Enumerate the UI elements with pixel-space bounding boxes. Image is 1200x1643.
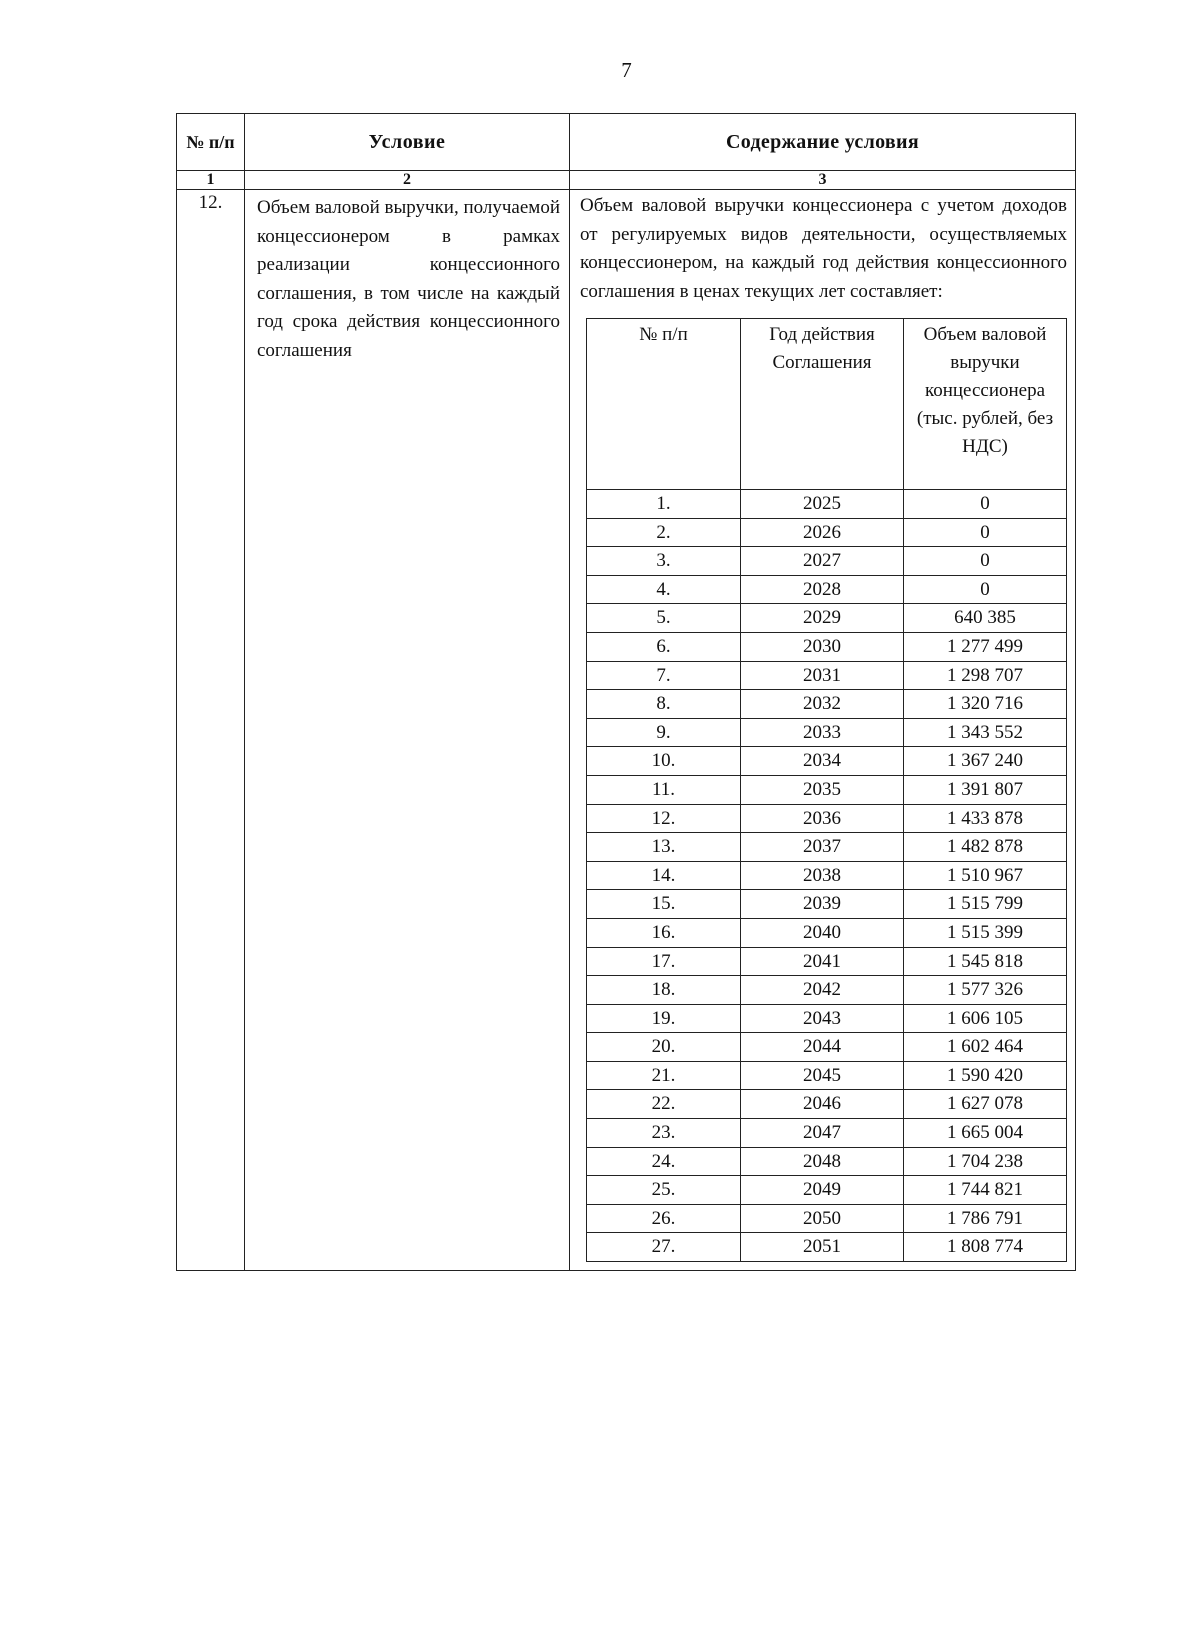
revenue-cell-amount: 1 786 791 [904, 1204, 1067, 1233]
table-row [587, 861, 1067, 890]
revenue-header-row [587, 319, 1067, 490]
table-row [587, 1090, 1067, 1119]
header-condition: Условие [245, 114, 570, 171]
revenue-cell-amount: 1 606 105 [904, 1004, 1067, 1033]
table-row [587, 1176, 1067, 1205]
revenue-cell-year: 2044 [741, 1033, 904, 1062]
revenue-cell-number: 2. [587, 518, 741, 547]
revenue-cell-amount: 1 704 238 [904, 1147, 1067, 1176]
revenue-cell-amount: 1 433 878 [904, 804, 1067, 833]
row-content [570, 190, 1076, 1271]
table-row [587, 1119, 1067, 1148]
revenue-cell-number: 1. [587, 490, 741, 519]
revenue-cell-amount: 1 545 818 [904, 947, 1067, 976]
revenue-cell-amount: 1 808 774 [904, 1233, 1067, 1262]
revenue-cell-year: 2047 [741, 1119, 904, 1148]
revenue-header-amount: Объем валовой выручки концессионера (тыс. рублей, без НДС) [904, 319, 1067, 490]
revenue-cell-number: 26. [587, 1204, 741, 1233]
revenue-cell-number: 15. [587, 890, 741, 919]
revenue-cell-year: 2030 [741, 632, 904, 661]
table-row [587, 518, 1067, 547]
content-text: Объем валовой выручки концессионера с учетом доходов от регулируемых видов деятельности, осуществляемых концессионером, на каждый год действия концессионного соглашения в ценах текущих лет составляет: [580, 195, 1067, 302]
revenue-cell-amount: 0 [904, 575, 1067, 604]
revenue-cell-number: 8. [587, 690, 741, 719]
row-condition: Объем валовой выручки, получаемой концессионером в рамках реализации концессионного соглашения, в том числе на каждый год срока действия концессионного соглашения [245, 190, 570, 1271]
table-row [587, 1233, 1067, 1262]
revenue-table [586, 318, 1067, 1262]
revenue-cell-number: 18. [587, 976, 741, 1005]
revenue-cell-number: 14. [587, 861, 741, 890]
page-number: 7 [621, 58, 632, 82]
table-row [587, 1004, 1067, 1033]
header-number: № п/п [177, 114, 245, 171]
revenue-cell-amount: 1 510 967 [904, 861, 1067, 890]
revenue-cell-amount: 0 [904, 490, 1067, 519]
revenue-cell-amount: 1 665 004 [904, 1119, 1067, 1148]
revenue-body [587, 490, 1067, 1262]
revenue-cell-year: 2027 [741, 547, 904, 576]
revenue-cell-year: 2029 [741, 604, 904, 633]
revenue-cell-year: 2043 [741, 1004, 904, 1033]
revenue-cell-number: 27. [587, 1233, 741, 1262]
revenue-cell-number: 6. [587, 632, 741, 661]
revenue-cell-year: 2050 [741, 1204, 904, 1233]
revenue-cell-number: 12. [587, 804, 741, 833]
revenue-cell-amount: 1 515 799 [904, 890, 1067, 919]
table-row [587, 718, 1067, 747]
revenue-cell-year: 2034 [741, 747, 904, 776]
table-row [587, 890, 1067, 919]
revenue-cell-number: 9. [587, 718, 741, 747]
revenue-cell-number: 20. [587, 1033, 741, 1062]
revenue-cell-amount: 1 482 878 [904, 833, 1067, 862]
revenue-cell-year: 2039 [741, 890, 904, 919]
table-row [587, 632, 1067, 661]
revenue-cell-amount: 1 515 399 [904, 918, 1067, 947]
revenue-cell-year: 2033 [741, 718, 904, 747]
column-index-3: 3 [570, 171, 1076, 190]
revenue-cell-year: 2048 [741, 1147, 904, 1176]
revenue-cell-amount: 1 391 807 [904, 775, 1067, 804]
revenue-cell-year: 2051 [741, 1233, 904, 1262]
revenue-cell-number: 16. [587, 918, 741, 947]
revenue-header-year: Год действия Соглашения [741, 319, 904, 490]
table-row [587, 1033, 1067, 1062]
revenue-cell-number: 23. [587, 1119, 741, 1148]
revenue-cell-year: 2049 [741, 1176, 904, 1205]
column-index-1: 1 [177, 171, 245, 190]
revenue-header-number: № п/п [587, 319, 741, 490]
revenue-cell-number: 10. [587, 747, 741, 776]
revenue-cell-amount: 1 627 078 [904, 1090, 1067, 1119]
header-row [177, 114, 1076, 171]
revenue-cell-number: 5. [587, 604, 741, 633]
revenue-cell-number: 4. [587, 575, 741, 604]
table-row [587, 1061, 1067, 1090]
column-index-2: 2 [245, 171, 570, 190]
table-row [587, 918, 1067, 947]
revenue-cell-amount: 1 590 420 [904, 1061, 1067, 1090]
revenue-cell-year: 2025 [741, 490, 904, 519]
revenue-cell-number: 19. [587, 1004, 741, 1033]
revenue-cell-number: 7. [587, 661, 741, 690]
header-content: Содержание условия [570, 114, 1076, 171]
table-row [587, 747, 1067, 776]
revenue-cell-amount: 640 385 [904, 604, 1067, 633]
revenue-cell-amount: 1 367 240 [904, 747, 1067, 776]
revenue-cell-year: 2032 [741, 690, 904, 719]
revenue-cell-year: 2038 [741, 861, 904, 890]
revenue-cell-year: 2042 [741, 976, 904, 1005]
revenue-cell-number: 24. [587, 1147, 741, 1176]
conditions-table [176, 113, 1076, 1271]
table-row [587, 575, 1067, 604]
revenue-cell-amount: 1 602 464 [904, 1033, 1067, 1062]
table-row [587, 947, 1067, 976]
row-number: 12. [177, 190, 245, 1271]
table-row [587, 775, 1067, 804]
revenue-cell-year: 2046 [741, 1090, 904, 1119]
table-row [587, 604, 1067, 633]
table-row [587, 804, 1067, 833]
column-index-row [177, 171, 1076, 190]
revenue-cell-year: 2040 [741, 918, 904, 947]
revenue-cell-number: 3. [587, 547, 741, 576]
revenue-cell-amount: 0 [904, 518, 1067, 547]
table-row [587, 1204, 1067, 1233]
revenue-cell-year: 2031 [741, 661, 904, 690]
revenue-cell-number: 21. [587, 1061, 741, 1090]
table-row [587, 547, 1067, 576]
table-row [587, 490, 1067, 519]
revenue-cell-number: 22. [587, 1090, 741, 1119]
table-row [587, 976, 1067, 1005]
revenue-cell-year: 2035 [741, 775, 904, 804]
revenue-cell-year: 2036 [741, 804, 904, 833]
revenue-cell-year: 2041 [741, 947, 904, 976]
revenue-cell-year: 2037 [741, 833, 904, 862]
revenue-cell-amount: 0 [904, 547, 1067, 576]
revenue-cell-number: 11. [587, 775, 741, 804]
table-row [587, 690, 1067, 719]
revenue-cell-amount: 1 577 326 [904, 976, 1067, 1005]
table-row [587, 833, 1067, 862]
revenue-cell-number: 25. [587, 1176, 741, 1205]
revenue-cell-number: 13. [587, 833, 741, 862]
revenue-cell-number: 17. [587, 947, 741, 976]
table-row [177, 190, 1076, 1271]
revenue-cell-year: 2026 [741, 518, 904, 547]
revenue-cell-amount: 1 277 499 [904, 632, 1067, 661]
revenue-cell-amount: 1 298 707 [904, 661, 1067, 690]
revenue-cell-amount: 1 343 552 [904, 718, 1067, 747]
table-row [587, 1147, 1067, 1176]
revenue-cell-year: 2045 [741, 1061, 904, 1090]
revenue-cell-year: 2028 [741, 575, 904, 604]
revenue-cell-amount: 1 744 821 [904, 1176, 1067, 1205]
table-row [587, 661, 1067, 690]
revenue-cell-amount: 1 320 716 [904, 690, 1067, 719]
